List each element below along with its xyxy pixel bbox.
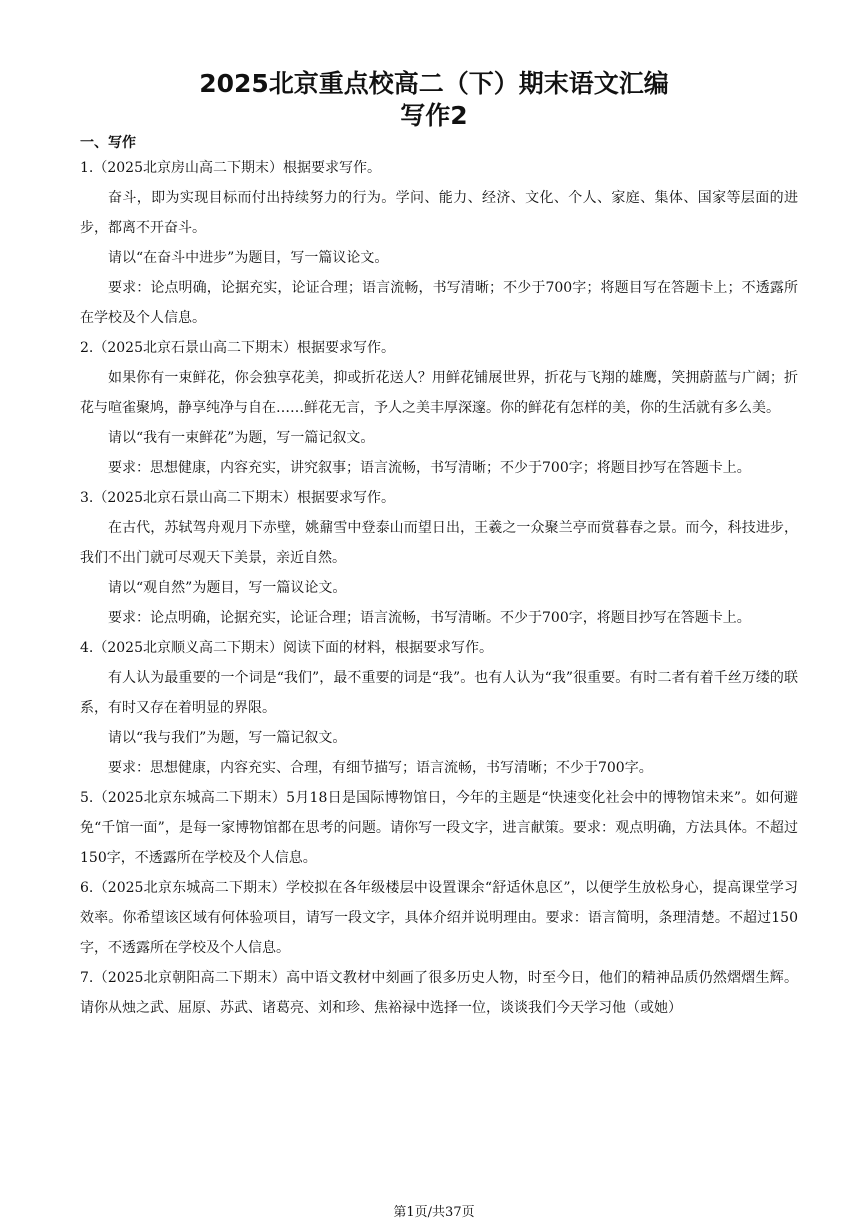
question-2 — [80, 333, 798, 483]
page-subtitle: 写作2 — [400, 101, 468, 130]
question-3-task: 请以“观自然”为题目，写一篇议论文。 — [108, 580, 347, 596]
question-2-head: 2.（2025北京石景山高二下期末）根据要求写作。 — [80, 340, 395, 356]
question-4-head: 4.（2025北京顺义高二下期末）阅读下面的材料，根据要求写作。 — [80, 640, 493, 656]
section-heading: 一、写作 — [80, 135, 136, 151]
question-3-requirements: 要求：论点明确，论据充实，论证合理；语言流畅，书写清晰。不少于700字，将题目抄写在答题卡上。 — [108, 610, 751, 626]
question-4-task: 请以“我与我们”为题，写一篇记叙文。 — [108, 730, 347, 746]
question-3-head: 3.（2025北京石景山高二下期末）根据要求写作。 — [80, 490, 395, 506]
question-1 — [80, 153, 798, 333]
question-4 — [80, 633, 798, 783]
question-1-head: 1.（2025北京房山高二下期末）根据要求写作。 — [80, 160, 381, 176]
question-5: 5.（2025北京东城高二下期末）5月18日是国际博物馆日，今年的主题是“快速变化社会中的博物馆未来”。如何避免“千馆一面”，是每一家博物馆都在思考的问题。请你写一段文字，进言献策。要求：观点明确，方法具体。不超过150字，不透露所在学校及个人信息。 — [80, 790, 798, 866]
question-7: 7.（2025北京朝阳高二下期末）高中语文教材中刻画了很多历史人物，时至今日，他们的精神品质仍然熠熠生辉。请你从烛之武、屈原、苏武、诸葛亮、刘和珍、焦裕禄中选择一位，谈谈我们今天学习他（或她） — [80, 970, 798, 1016]
question-1-requirements: 要求：论点明确，论据充实，论证合理；语言流畅，书写清晰；不少于700字；将题目写在答题卡上；不透露所在学校及个人信息。 — [80, 280, 798, 326]
question-6: 6.（2025北京东城高二下期末）学校拟在各年级楼层中设置课余“舒适休息区”，以便学生放松身心，提高课堂学习效率。你希望该区域有何体验项目，请写一段文字，具体介绍并说明理由。要求：语言简明，条理清楚。不超过150字，不透露所在学校及个人信息。 — [80, 880, 798, 956]
page-title: 2025北京重点校高二（下）期末语文汇编 — [199, 69, 669, 98]
question-2-task: 请以“我有一束鲜花”为题，写一篇记叙文。 — [108, 430, 375, 446]
question-4-requirements: 要求：思想健康，内容充实、合理，有细节描写；语言流畅，书写清晰；不少于700字。 — [108, 760, 653, 776]
document-content — [80, 134, 798, 1023]
page-footer: 第1页/共37页 — [393, 1205, 475, 1220]
question-4-material: 有人认为最重要的一个词是“我们”，最不重要的词是“我”。也有人认为“我”很重要。有时二者有着千丝万缕的联系，有时又存在着明显的界限。 — [80, 670, 798, 716]
title-block — [0, 68, 868, 132]
question-3 — [80, 483, 798, 633]
question-3-material: 在古代，苏轼驾舟观月下赤壁，姚鼐雪中登泰山而望日出，王羲之一众聚兰亭而赏暮春之景。而今，科技进步，我们不出门就可尽观天下美景，亲近自然。 — [80, 520, 798, 566]
question-1-material: 奋斗，即为实现目标而付出持续努力的行为。学问、能力、经济、文化、个人、家庭、集体、国家等层面的进步，都离不开奋斗。 — [80, 190, 798, 236]
question-2-material: 如果你有一束鲜花，你会独享花美，抑或折花送人？用鲜花铺展世界，折花与飞翔的雄鹰，笑拥蔚蓝与广阔；折花与喧雀聚鸠，静享纯净与自在……鲜花无言，予人之美丰厚深邃。你的鲜花有怎样的美，你的生活就有多么美。 — [80, 370, 798, 416]
question-1-task: 请以“在奋斗中进步”为题目，写一篇议论文。 — [108, 250, 389, 266]
question-2-requirements: 要求：思想健康，内容充实，讲究叙事；语言流畅，书写清晰；不少于700字；将题目抄写在答题卡上。 — [108, 460, 751, 476]
